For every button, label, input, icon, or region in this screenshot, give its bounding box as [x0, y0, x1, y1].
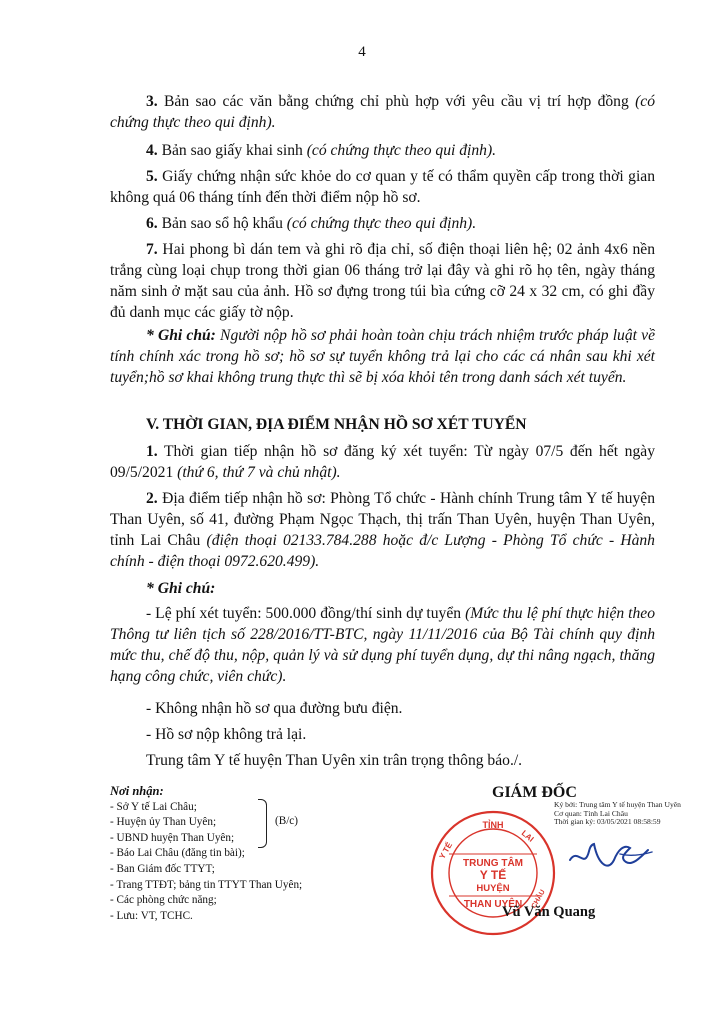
item-4-number: 4. [146, 142, 158, 159]
svg-text:Y TẾ: Y TẾ [479, 868, 507, 882]
no-post [110, 698, 655, 719]
svg-text:THAN UYÊN: THAN UYÊN [463, 899, 523, 910]
time-text: Thời gian tiếp nhận hồ sơ đăng ký xét tuyển: Từ ngày 07/5 đến hết ngày 09/5/2021 [110, 443, 655, 481]
section-5-place [110, 488, 655, 572]
item-6-text: Bản sao sổ hộ khẩu [157, 215, 287, 232]
signed-by: Ký bởi: Trung tâm Y tế huyện Than Uyên [554, 800, 681, 809]
item-4-note: (có chứng thực theo qui định). [306, 142, 497, 159]
recipient-item: - Huyện ủy Than Uyên; [110, 816, 217, 829]
handwritten-signature [568, 836, 658, 876]
item-3-text: Bản sao các văn bằng chứng chỉ phù hợp với yêu cầu vị trí hợp đồng [157, 93, 629, 110]
note-1-text: Người nộp hồ sơ phải hoàn toàn chịu trách nhiệm trước pháp luật về tính chính xác trong hồ sơ; hồ sơ sự tuyển không trả lại cho các cá nhân sau khi xét tuyển;hồ sơ khai không trung thực thì sẽ bị xóa khỏi tên trong danh sách xét tuyển. [110, 327, 655, 386]
place-note: (điện thoại 02133.784.288 hoặc đ/c Lượng - Phòng Tổ chức - Hành chính - điện thoại 0972.620.499). [110, 532, 655, 570]
item-7-number: 7. [146, 241, 158, 258]
recipient-item: - Trang TTĐT; bảng tin TTYT Than Uyên; [110, 878, 303, 891]
item-6-number: 6. [146, 215, 158, 232]
recipient-item: - Các phòng chức năng; [110, 894, 217, 907]
signing-time: Thời gian ký: 03/05/2021 08:58:59 [554, 817, 661, 827]
svg-text:CHÂU: CHÂU [530, 888, 547, 910]
item-7-text: Hai phong bì dán tem và ghi rõ địa chỉ, số điện thoại liên hệ; 02 ảnh 4x6 nền trắng cùng loại chụp trong thời gian 06 tháng trở lại đây và ghi rõ họ tên, ngày tháng năm sinh ở mặt sau của ảnh. Hồ sơ đựng trong túi bìa cứng cỡ 24 x 32 cm, có ghi đầy đủ danh mục các giấy tờ nộp. [110, 241, 655, 321]
closing-text: Trung tâm Y tế huyện Than Uyên xin trân trọng thông báo./. [146, 752, 523, 769]
bc-note: (B/c) [275, 815, 298, 827]
recipients [110, 784, 302, 924]
section-5-time [110, 441, 655, 483]
place-number: 2. [146, 490, 158, 507]
svg-text:HUYỆN: HUYỆN [476, 883, 510, 894]
recipient-item: - UBND huyện Than Uyên; [110, 831, 235, 844]
note-2-label: * Ghi chú: [146, 580, 216, 597]
place-text: Địa điểm tiếp nhận hồ sơ: Phòng Tổ chức - Hành chính Trung tâm Y tế huyện Than Uyên, số 41, đường Phạm Ngọc Thạch, thị trấn Than Uyên, huyện Than Uyên, tỉnh Lai Châu [110, 490, 655, 549]
note-1 [110, 325, 655, 388]
recipient-item: - Báo Lai Châu (đăng tin bài); [110, 847, 245, 860]
note-1-label: * Ghi chú: [146, 327, 216, 344]
svg-text:TỈNH: TỈNH [482, 820, 504, 830]
svg-text:LAI: LAI [519, 828, 536, 844]
note-2 [110, 578, 655, 599]
item-4 [110, 140, 655, 161]
page-number: 4 [358, 44, 366, 60]
digital-signature-info [554, 801, 714, 827]
item-6-note: (có chứng thực theo qui định). [286, 215, 477, 232]
item-3 [110, 91, 655, 133]
director-title: GIÁM ĐỐC [492, 784, 577, 801]
item-3-number: 3. [146, 93, 158, 110]
recipients-brace [258, 799, 267, 848]
section-5 [110, 414, 655, 435]
time-number: 1. [146, 443, 158, 460]
closing [110, 750, 655, 771]
recipients-title: Nơi nhận: [110, 784, 164, 798]
fee-text: - Lệ phí xét tuyển: 500.000 đồng/thí sinh dự tuyển [146, 605, 466, 622]
recipient-item: - Sở Y tế Lai Châu; [110, 800, 197, 813]
signing-agency: Cơ quan: Tỉnh Lai Châu [554, 808, 628, 818]
signer-name: Vũ Văn Quang [502, 904, 596, 920]
fee-note: (Mức thu lệ phí thực hiện theo Thông tư liên tịch số 228/2016/TT-BTC, ngày 11/11/2016 của Bộ Tài chính quy định mức thu, chế độ thu, nộp, quản lý và sử dụng phí tuyển dụng, dự thi nâng ngạch, thăng hạng công chức, viên chức). [110, 605, 655, 685]
item-4-text: Bản sao giấy khai sinh [157, 142, 307, 159]
fee [110, 603, 655, 687]
svg-text:Y TẾ: Y TẾ [437, 840, 455, 861]
svg-text:TRUNG TÂM: TRUNG TÂM [463, 858, 523, 869]
recipient-item: - Ban Giám đốc TTYT; [110, 862, 215, 875]
section-5-heading: V. THỜI GIAN, ĐỊA ĐIỂM NHẬN HỒ SƠ XÉT TUYỂN [146, 416, 527, 433]
item-6 [110, 213, 655, 234]
no-return-text: - Hồ sơ nộp không trả lại. [146, 726, 307, 743]
item-5-number: 5. [146, 168, 158, 185]
no-post-text: - Không nhận hồ sơ qua đường bưu điện. [146, 700, 403, 717]
item-5 [110, 166, 655, 208]
time-note: (thứ 6, thứ 7 và chủ nhật). [177, 464, 341, 481]
item-7 [110, 239, 655, 323]
item-5-text: Giấy chứng nhận sức khỏe do cơ quan y tế có thẩm quyền cấp trong thời gian không quá 06 tháng tính đến thời điểm nộp hồ sơ. [110, 168, 655, 206]
no-return [110, 724, 655, 745]
recipient-item: - Lưu: VT, TCHC. [110, 909, 193, 922]
item-3-note: (có chứng thực theo qui định). [110, 93, 655, 131]
